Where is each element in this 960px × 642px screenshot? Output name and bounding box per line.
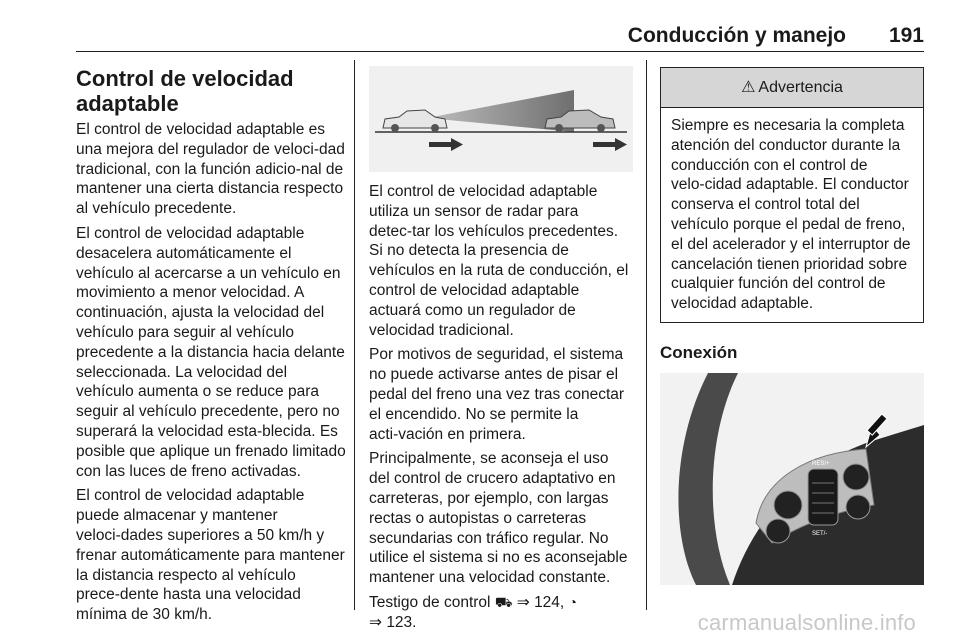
wheel-button-label-top: RES/+ [812,460,830,467]
page-ref-arrow-icon: ⇒ [516,593,530,611]
paragraph: Principalmente, se aconseja el uso del control de crucero adaptativo en carreteras, por ejemplo, con largas rectas o autopistas o carreteras secundarias con tráfico regular. No utilice el sistema si no es aconsejable mantener una velocidad constante. [369,450,628,587]
warning-title: Advertencia [758,78,843,96]
column-2 [369,182,633,638]
control-button [766,519,790,543]
warning-box [660,67,924,323]
paragraph: El control de velocidad adaptable utiliza un sensor de radar para detec‑tar los vehículos precedentes. Si no detecta la presencia de vehículos en la ruta de conducción, el control de velocidad adaptable actuará como un regulador de velocidad tradicional. [369,183,629,339]
indicator-text: Testigo de control [369,593,491,611]
indicator-reference [369,593,633,633]
paragraph: El control de velocidad adaptable es una mejora del regulador de veloci‑dad tradicional, con la función adicio‑nal de mantener una cierta distancia respecto al vehículo precedente. [76,121,345,218]
direction-arrow-icon [429,138,463,151]
cruise-control-icon: ◔ [568,593,578,610]
watermark: carmanualsonline.info [697,610,916,635]
speed-thumbwheel [808,469,838,525]
steering-wheel-figure [660,373,924,585]
page-header-title: Conducción y manejo [627,24,846,47]
steering-wheel-rim [678,373,738,585]
column-divider-right [646,60,647,610]
column-3 [660,60,924,585]
direction-arrow-icon [593,138,627,151]
paragraph: Por motivos de seguridad, el sistema no puede activarse antes de pisar el pedal del freno una vez tras conectar el encendido. No se permite la acti‑vación en primera. [369,346,625,443]
warning-header [661,68,923,108]
column-divider-left [354,60,355,610]
page-ref: 123. [386,613,417,631]
warning-text: Siempre es necesaria la completa atención del conductor durante la conducción con el control de velo‑cidad adaptable. El conductor conserva el control total del vehículo porque el pedal de freno, el del acelerador y el interruptor de cancelación tienen prioridad sobre cualquier función del control de velocidad adaptable. [671,117,911,313]
radar-illustration [369,66,633,172]
control-button [846,495,870,519]
control-button [774,491,802,519]
warning-icon: ⚠ [741,78,756,96]
wheel-button-label-bottom: SET/- [812,530,828,537]
page-ref: 124, [534,593,565,611]
paragraph: El control de velocidad adaptable desacelera automáticamente el vehículo al acercarse a un vehículo en movimiento a menor velocidad. A continuación, ajusta la velocidad del vehículo para seguir al vehículo precedente a la distancia hacia delante seleccionada. La velocidad del vehículo aumenta o se reduce para seguir al vehículo precedente, pero no superará la velocidad esta‑blecida. Es posible que aplique un frenado limitado con las luces de freno activadas. [76,224,346,480]
vehicle-ahead-icon: ⛟ [494,593,513,610]
page-ref-arrow-icon: ⇒ [369,613,382,631]
rear-car-icon [383,110,447,132]
control-button [843,464,869,490]
column-1 [76,60,348,630]
page-number: 191 [888,24,924,47]
paragraph: El control de velocidad adaptable puede almacenar y mantener veloci‑dades superiores a 50 km/h y frenar automáticamente para mantener la distancia respecto al vehículo prece‑dente hasta una velocidad mínima de 30 km/h. [76,487,345,624]
header-rule [76,51,924,52]
section-title: Control de velocidad adaptable [76,66,294,116]
subheading: Conexión [660,342,738,362]
